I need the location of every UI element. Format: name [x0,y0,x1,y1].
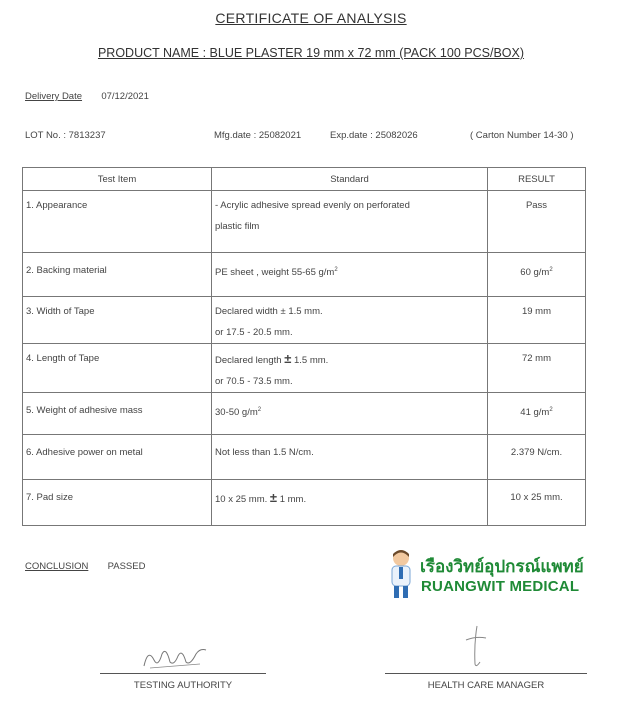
document-title: CERTIFICATE OF ANALYSIS [215,10,407,26]
standard-cell [212,480,487,510]
standard-cell [212,344,487,392]
health-care-manager-label: HEALTH CARE MANAGER [427,680,545,691]
standard-cell [212,191,487,237]
superscript: 2 [257,407,262,413]
standard-line: plastic film [215,221,260,232]
result-cell: 19 mm [521,306,552,317]
plus-minus-symbol: ± [284,351,292,366]
delivery-date-row [25,91,149,102]
plus-minus-symbol: ± [269,490,278,505]
conclusion-label: CONCLUSION [25,561,89,572]
delivery-date-value: 07/12/2021 [101,91,149,102]
test-item: 2. Backing material [26,265,107,276]
standard-cell [212,393,487,423]
product-name: PRODUCT NAME : BLUE PLASTER 19 mm x 72 mm (PACK 100 PCS/BOX) [97,46,525,60]
test-item: 6. Adhesive power on metal [26,447,143,458]
result-cell [488,253,585,283]
company-name-thai: เรืองวิทย์อุปกรณ์แพทย์ [420,557,584,576]
table-row [23,393,586,435]
conclusion-row [25,561,145,572]
superscript: 2 [549,267,553,273]
result-cell: 72 mm [521,353,552,364]
header-standard: Standard [212,168,488,191]
signature-line-left [100,673,266,674]
standard-text: 1 mm. [277,494,307,505]
standard-line: PE sheet , weight 55-65 g/m [215,267,335,279]
table-row [23,480,586,526]
standard-text: 1.5 mm. [291,355,329,366]
test-item: 5. Weight of adhesive mass [26,405,143,416]
standard-cell [212,253,487,283]
result-cell: 10 x 25 mm. [510,492,563,503]
result-value: 41 g/m [520,407,550,419]
result-cell: 2.379 N/cm. [510,447,563,458]
test-item: 4. Length of Tape [26,353,100,364]
lot-number: LOT No. : 7813237 [25,130,106,141]
exp-date: Exp.date : 25082026 [330,130,418,141]
table-row [23,344,586,393]
standard-line: or 17.5 - 20.5 mm. [215,327,293,338]
superscript: 2 [334,267,338,273]
testing-authority-label: TESTING AUTHORITY [133,680,233,691]
result-value: 60 g/m [520,267,550,279]
test-results-table [22,167,586,526]
standard-line: Declared width ± 1.5 mm. [215,306,323,317]
table-row [23,297,586,344]
test-item: 3. Width of Tape [26,306,95,317]
standard-text: Declared length [215,355,285,366]
standard-cell [212,297,487,343]
result-cell [488,393,585,423]
delivery-date-label: Delivery Date [25,91,83,102]
standard-text: 10 x 25 mm. [215,494,270,505]
mfg-date: Mfg.date : 25082021 [214,130,302,141]
table-row [23,253,586,297]
header-test-item: Test Item [23,168,212,191]
testing-authority-signature [140,640,220,672]
superscript: 2 [549,407,553,413]
conclusion-value: PASSED [107,561,146,572]
table-header-row [23,168,586,191]
test-item: 7. Pad size [26,492,73,503]
health-care-manager-signature [460,624,490,670]
carton-number: ( Carton Number 14-30 ) [470,130,574,141]
table-row [23,435,586,480]
signature-line-right [385,673,587,674]
doctor-mascot-icon [388,548,414,600]
standard-line [215,348,484,371]
test-item: 1. Appearance [26,200,88,211]
standard-cell: Not less than 1.5 N/cm. [215,447,314,458]
standard-line: - Acrylic adhesive spread evenly on perforated [215,200,410,211]
standard-line: or 70.5 - 73.5 mm. [215,376,293,387]
header-result: RESULT [488,168,586,191]
result-cell: Pass [525,200,548,211]
company-name-english: RUANGWIT MEDICAL [421,578,580,595]
standard-line: 30-50 g/m [215,407,258,419]
table-row [23,191,586,253]
